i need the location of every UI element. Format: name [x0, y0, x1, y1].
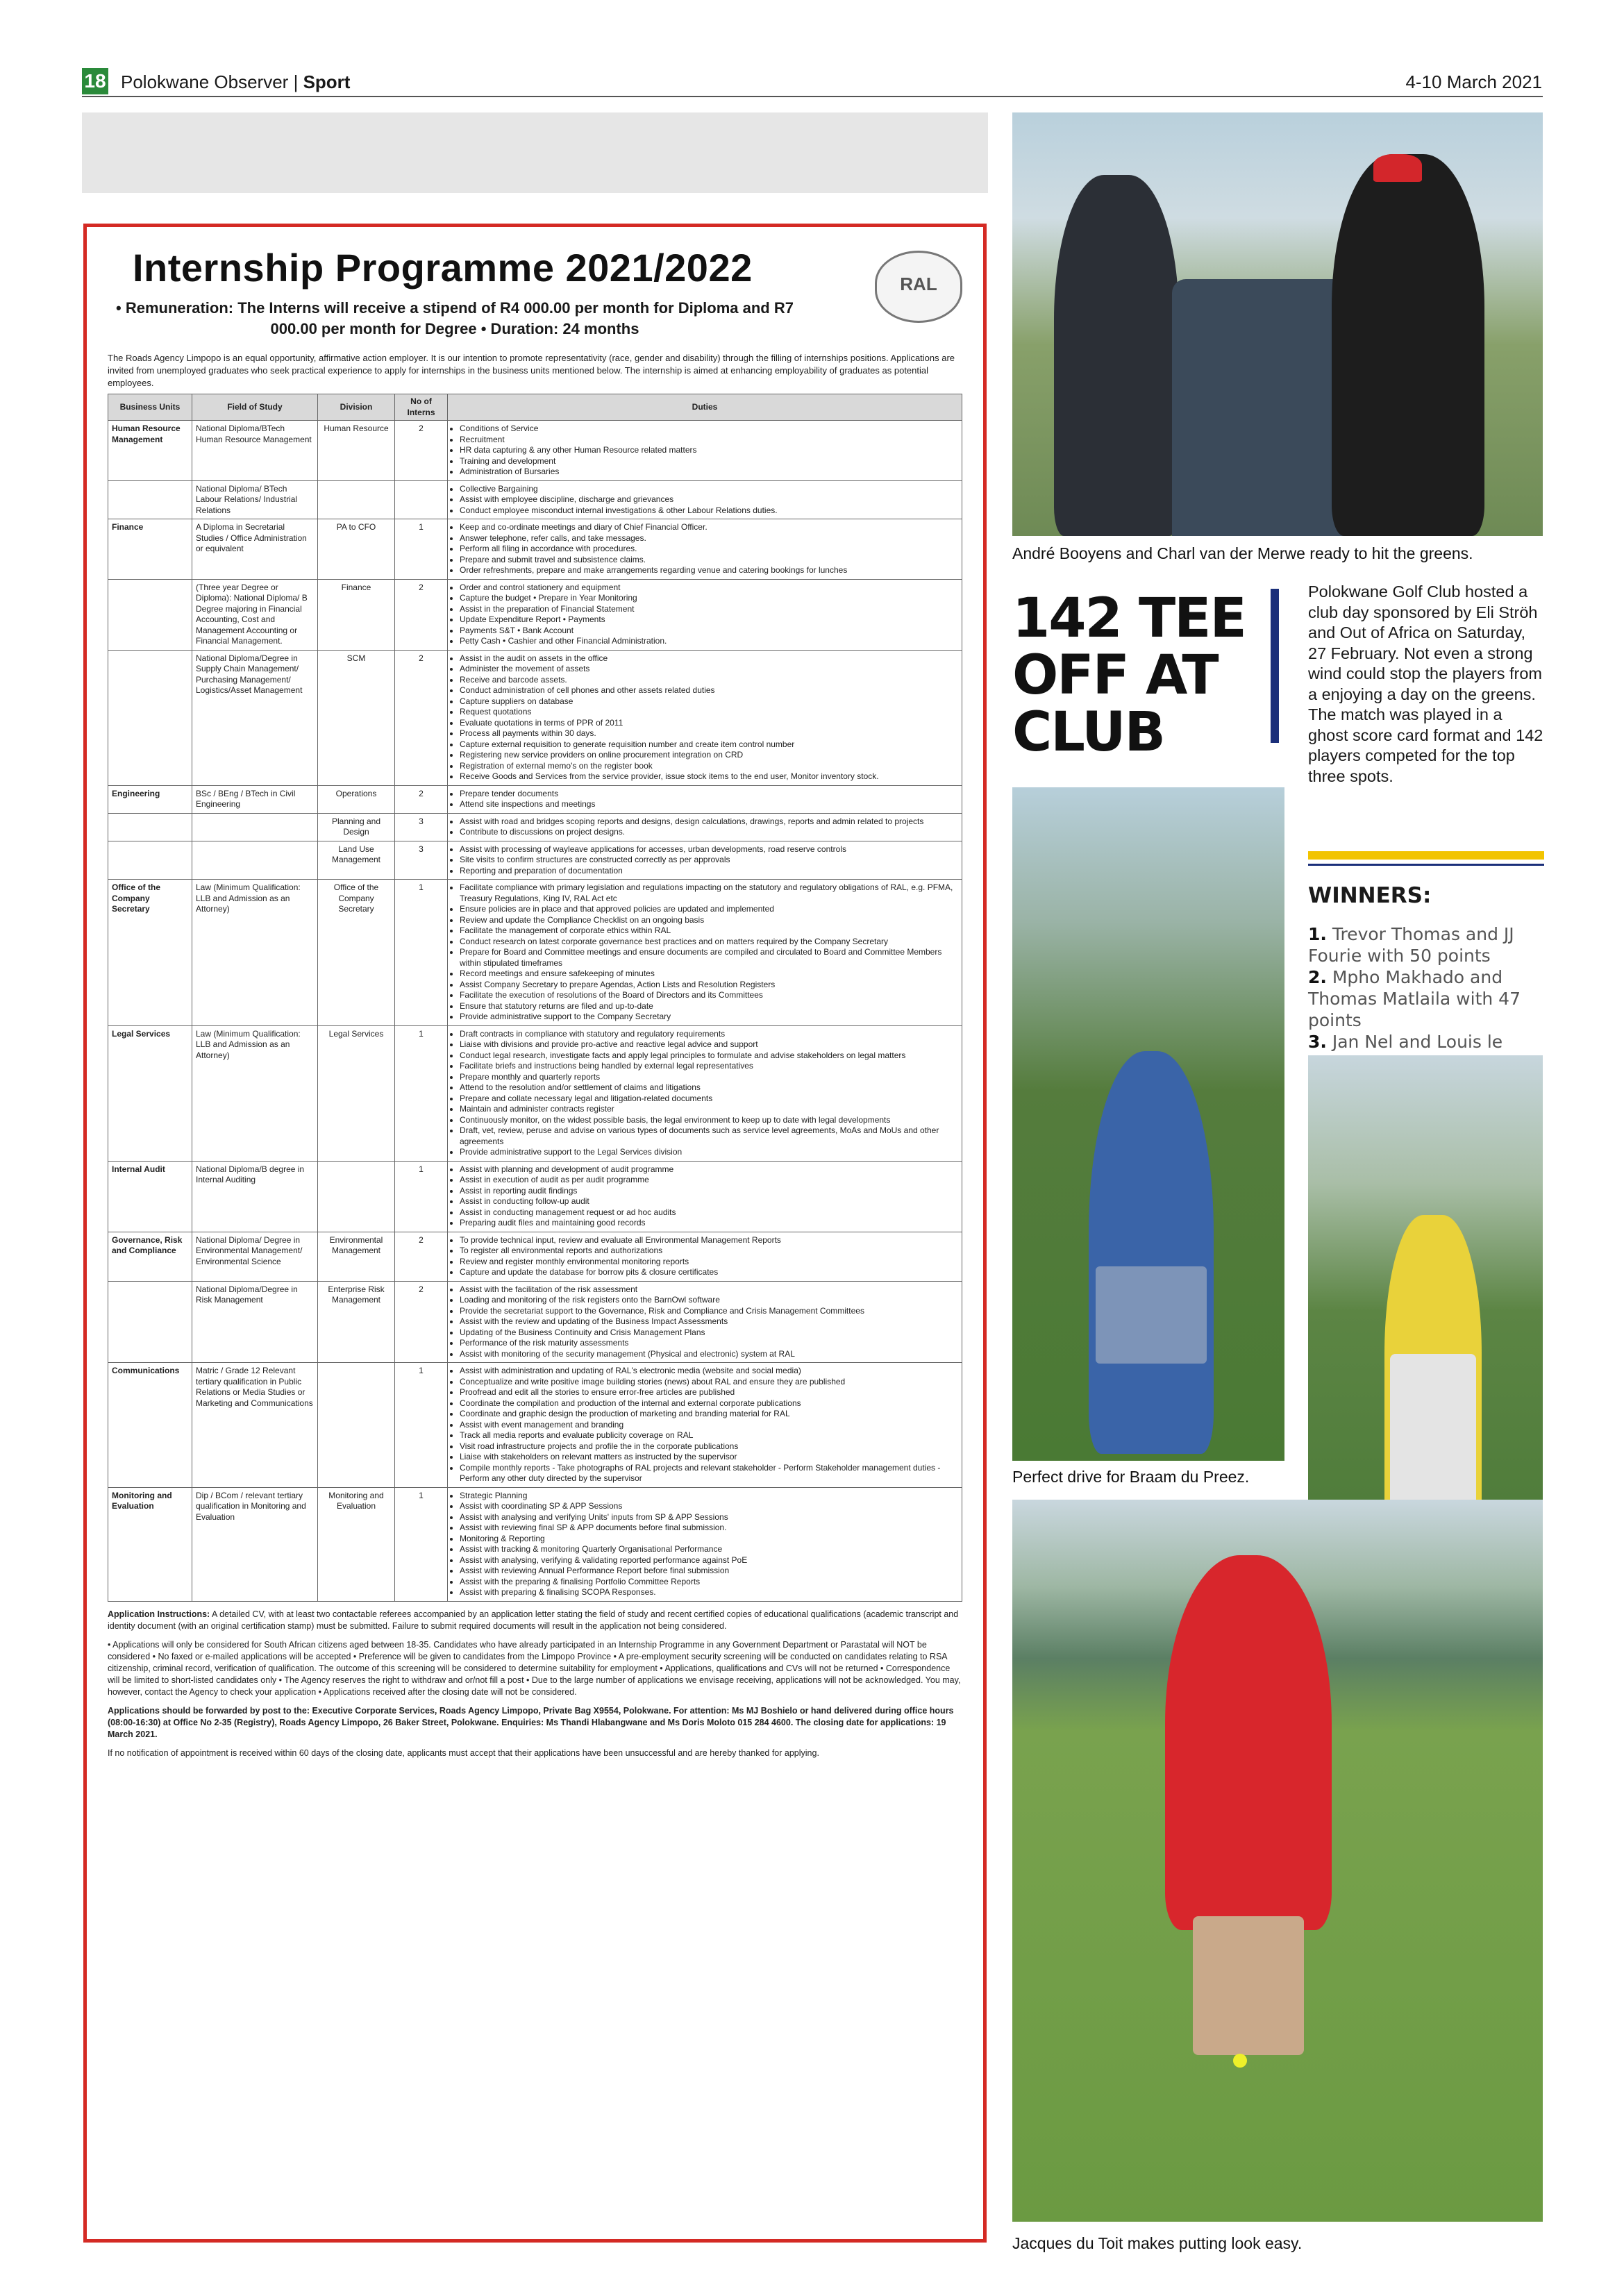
duty-item: • Petty Cash • Cashier and other Financial Administration. — [460, 636, 958, 647]
duty-item: • Prepare for Board and Committee meetings and ensure documents are compiled and circulated to Board and Committee Members within stipulated timeframes — [460, 947, 958, 969]
table-cell-duties — [448, 1363, 962, 1488]
table-cell-interns: 1 — [395, 1487, 448, 1601]
photo-jacques-du-toit — [1012, 1500, 1543, 2222]
duty-item: • Assist with planning and development of audit programme — [460, 1164, 958, 1175]
table-cell-interns: 1 — [395, 1025, 448, 1161]
publication-line — [121, 69, 350, 94]
article-headline — [1012, 587, 1246, 764]
duty-item: • Assist with the preparing & finalising Portfolio Committee Reports — [460, 1577, 958, 1588]
table-cell-division: Operations — [318, 785, 395, 813]
duties-list — [451, 653, 958, 782]
application-forward-wrap — [108, 1705, 962, 1741]
table-cell-field: Law (Minimum Qualification: LLB and Admission as an Attorney) — [192, 1025, 318, 1161]
duty-item: • Collective Bargaining — [460, 484, 958, 495]
application-forward: Applications should be forwarded by post to the: Executive Corporate Services, Roads Agency Limpopo, Private Bag X9554, Polokwane. For attention: Ms MJ Boshielo or hand delivered during office hours (08:00-16:30) at Office No 2-35 (Registry), Roads Agency Limpopo, 26 Baker Street, Polokwane. Enquiries: Ms Thandi Hlabangwane and Ms Doris Moloto 015 284 4600. The closing date for applications: 19 March 2021. — [108, 1705, 954, 1739]
table-cell-duties — [448, 421, 962, 481]
table-cell-division — [318, 1363, 395, 1488]
ral-logo-text: RAL — [900, 274, 937, 294]
table-cell-interns: 1 — [395, 1161, 448, 1232]
table-row — [108, 841, 962, 880]
duty-item: • Answer telephone, refer calls, and take messages. — [460, 533, 958, 544]
table-cell-duties — [448, 880, 962, 1026]
duty-item: • Assist with coordinating SP & APP Sessions — [460, 1501, 958, 1512]
duties-list — [451, 484, 958, 517]
table-row — [108, 650, 962, 785]
duty-item: • Monitoring & Reporting — [460, 1534, 958, 1545]
table-cell-duties — [448, 1487, 962, 1601]
duty-item: • HR data capturing & any other Human Resource related matters — [460, 445, 958, 456]
application-instructions — [108, 1609, 962, 1632]
table-cell-duties — [448, 1232, 962, 1281]
duty-item: • Capture suppliers on database — [460, 696, 958, 707]
table-cell-division: Monitoring and Evaluation — [318, 1487, 395, 1601]
duty-item: • Draft contracts in compliance with statutory and regulatory requirements — [460, 1029, 958, 1040]
table-column-header: Field of Study — [192, 394, 318, 421]
duty-item: • Facilitate briefs and instructions being handled by external legal representatives — [460, 1061, 958, 1072]
application-text: A detailed CV, with at least two contactable referees accompanied by an application letter stating the field of study and recent certified copies of educational qualifications (academic transcript and identity document (with an original certification stamp) must be submitted. Failure to submit required documents will result in the application not being considered. — [108, 1609, 959, 1631]
table-body — [108, 421, 962, 1602]
duty-item: • Continuously monitor, on the widest possible basis, the legal environment to keep up to date with legal developments — [460, 1115, 958, 1126]
table-column-header: Division — [318, 394, 395, 421]
table-cell-field: Law (Minimum Qualification: LLB and Admission as an Attorney) — [192, 880, 318, 1026]
table-row — [108, 579, 962, 650]
article-body: Polokwane Golf Club hosted a club day sponsored by Eli Ströh and Out of Africa on Saturday, 27 February. Not even a strong wind could stop the players from a enjoying a day on the greens. The match was played in a ghost score card format and 142 players competed for the top three spots. — [1308, 583, 1543, 785]
table-header-row — [108, 394, 962, 421]
duty-item: • Record meetings and ensure safekeeping of minutes — [460, 969, 958, 980]
shorts — [1096, 1266, 1207, 1364]
duty-item: • Process all payments within 30 days. — [460, 728, 958, 739]
photo-braam-du-preez — [1012, 787, 1284, 1461]
duty-item: • Update Expenditure Report • Payments — [460, 614, 958, 626]
header-rule — [82, 96, 1543, 97]
table-cell-division — [318, 480, 395, 519]
duty-item: • Liaise with divisions and provide pro-active and reactive legal advice and support — [460, 1039, 958, 1050]
table-cell-interns — [395, 480, 448, 519]
duty-item: • Prepare tender documents — [460, 789, 958, 800]
duty-item: • Assist with the review and updating of the Business Impact Assessments — [460, 1316, 958, 1327]
page-number: 18 — [82, 68, 108, 94]
duty-item: • Recruitment — [460, 435, 958, 446]
table-cell-field: National Diploma/Degree in Risk Management — [192, 1281, 318, 1363]
duty-item: • Assist in the audit on assets in the office — [460, 653, 958, 664]
table-cell-unit: Internal Audit — [108, 1161, 192, 1232]
duty-item: • Payments S&T • Bank Account — [460, 626, 958, 637]
duty-item: • Assist with reviewing final SP & APP documents before final submission. — [460, 1523, 958, 1534]
table-column-header: Duties — [448, 394, 962, 421]
advert-intro: The Roads Agency Limpopo is an equal opportunity, affirmative action employer. It is our intention to promote representativity (race, gender and disability) through the filling of internships positions. Applications are invited from unemployed graduates who seek practical experience to apply for internships in the business units mentioned below. The internship is aimed at enhancing employability of graduates as potential employees. — [108, 353, 955, 388]
duty-item: • Ensure policies are in place and that approved policies are updated and implemented — [460, 904, 958, 915]
table-cell-field: National Diploma/ Degree in Environmental Management/ Environmental Science — [192, 1232, 318, 1281]
duty-item: • Facilitate the management of corporate ethics within RAL — [460, 925, 958, 937]
table-cell-division: Enterprise Risk Management — [318, 1281, 395, 1363]
table-row — [108, 785, 962, 813]
duty-item: • Order and control stationery and equipment — [460, 583, 958, 594]
internship-table — [108, 394, 962, 1602]
table-cell-division: Planning and Design — [318, 813, 395, 841]
duty-item: • Assist with preparing & finalising SCOPA Responses. — [460, 1587, 958, 1598]
winners-accent-bar — [1308, 851, 1544, 860]
duty-item: • Assist with employee discipline, discharge and grievances — [460, 494, 958, 505]
duty-item: • Conduct legal research, investigate facts and apply legal principles to formulate and advise stakeholders on legal matters — [460, 1050, 958, 1062]
issue-date: 4-10 March 2021 — [1405, 72, 1542, 92]
photo-oppies-opperman — [1308, 1055, 1543, 1566]
table-cell-division: SCM — [318, 650, 395, 785]
golfer-figure — [1332, 154, 1484, 536]
table-cell-unit — [108, 579, 192, 650]
winners-list — [1308, 923, 1548, 1074]
duty-item: • Capture and update the database for borrow pits & closure certificates — [460, 1267, 958, 1278]
headline-accent-bar — [1271, 589, 1279, 743]
table-cell-field — [192, 813, 318, 841]
table-cell-field: National Diploma/B degree in Internal Auditing — [192, 1161, 318, 1232]
table-cell-field: Dip / BCom / relevant tertiary qualification in Monitoring and Evaluation — [192, 1487, 318, 1601]
duty-item: • Administration of Bursaries — [460, 467, 958, 478]
table-cell-field — [192, 841, 318, 880]
table-cell-division: Land Use Management — [318, 841, 395, 880]
duty-item: • Assist with analysing, verifying & validating reported performance against PoE — [460, 1555, 958, 1566]
duties-list — [451, 1284, 958, 1360]
duty-item: • Receive Goods and Services from the service provider, issue stock items to the end user, Monitor inventory stock. — [460, 771, 958, 782]
winner-item — [1308, 966, 1548, 1031]
duty-item: • Updating of the Business Continuity and Crisis Management Plans — [460, 1327, 958, 1339]
caption-top-photo: André Booyens and Charl van der Merwe ready to hit the greens. — [1012, 544, 1473, 562]
duty-item: • Prepare and collate necessary legal and litigation-related documents — [460, 1093, 958, 1105]
duty-item: • Visit road infrastructure projects and profile the in the corporate publications — [460, 1441, 958, 1452]
duty-item: • Perform all filing in accordance with procedures. — [460, 544, 958, 555]
duties-list — [451, 1029, 958, 1158]
winner-rank: 1. — [1308, 924, 1327, 944]
table-cell-division — [318, 1161, 395, 1232]
separator: | — [293, 72, 299, 92]
duty-item: • Provide administrative support to the Company Secretary — [460, 1012, 958, 1023]
golfer-figure — [1089, 1051, 1214, 1454]
table-cell-interns: 2 — [395, 650, 448, 785]
table-cell-division: Legal Services — [318, 1025, 395, 1161]
duty-item: • Facilitate the execution of resolutions of the Board of Directors and its Committees — [460, 990, 958, 1001]
duty-item: • Capture external requisition to generate requisition number and create item control number — [460, 739, 958, 751]
golfer-figure — [1054, 175, 1179, 536]
duty-item: • Assist with reviewing Annual Performance Report before final submission — [460, 1566, 958, 1577]
duties-list — [451, 816, 958, 838]
duty-item: • Conduct employee misconduct internal investigations & other Labour Relations duties. — [460, 505, 958, 517]
winner-item — [1308, 923, 1548, 966]
duties-list — [451, 424, 958, 478]
headline-line: OFF AT — [1012, 644, 1218, 707]
duties-list — [451, 583, 958, 647]
table-cell-field: National Diploma/Degree in Supply Chain Management/ Purchasing Management/ Logistics/Asset Management — [192, 650, 318, 785]
duty-item: • Assist in reporting audit findings — [460, 1186, 958, 1197]
duty-item: • Assist with tracking & monitoring Quarterly Organisational Performance — [460, 1544, 958, 1555]
table-cell-unit: Office of the Company Secretary — [108, 880, 192, 1026]
table-cell-unit: Legal Services — [108, 1025, 192, 1161]
golfer-figure — [1165, 1555, 1332, 1930]
duty-item: • Facilitate compliance with primary legislation and regulations impacting on the statutory and regulatory obligations of RAL, e.g. PFMA, Treasury Regulations, King IV, RAL Act etc — [460, 882, 958, 904]
table-row — [108, 480, 962, 519]
table-cell-field: (Three year Degree or Diploma): National Diploma/ B Degree majoring in Financial Accounting, Cost and Management Accounting or Financial Management. — [192, 579, 318, 650]
table-cell-duties — [448, 579, 962, 650]
duty-item: • To provide technical input, review and evaluate all Environmental Management Reports — [460, 1235, 958, 1246]
table-cell-unit — [108, 650, 192, 785]
duty-item: • Draft, vet, review, peruse and advise on various types of documents such as service level agreements, MoAs and MoUs and other agreements — [460, 1125, 958, 1147]
duty-item: • Provide the secretariat support to the Governance, Risk and Compliance and Crisis Management Committees — [460, 1306, 958, 1317]
table-cell-division: Human Resource — [318, 421, 395, 481]
duty-item: • Receive and barcode assets. — [460, 675, 958, 686]
duty-item: • Prepare monthly and quarterly reports — [460, 1072, 958, 1083]
duty-item: • To register all environmental reports and authorizations — [460, 1246, 958, 1257]
duty-item: • Contribute to discussions on project designs. — [460, 827, 958, 838]
winner-text: Mpho Makhado and Thomas Matlaila with 47 points — [1308, 967, 1521, 1030]
table-cell-field: National Diploma/BTech Human Resource Management — [192, 421, 318, 481]
duty-item: • Assist with analysing and verifying Units' inputs from SP & APP Sessions — [460, 1512, 958, 1523]
headline-line: CLUB — [1012, 701, 1164, 764]
duty-item: • Provide administrative support to the Legal Services division — [460, 1147, 958, 1158]
duty-item: • Assist with the facilitation of the risk assessment — [460, 1284, 958, 1296]
duty-item: • Administer the movement of assets — [460, 664, 958, 675]
section-name: Sport — [303, 72, 351, 92]
table-cell-duties — [448, 1161, 962, 1232]
table-cell-duties — [448, 480, 962, 519]
headline-line: 142 TEE — [1012, 587, 1246, 650]
duty-item: • Coordinate the compilation and production of the internal and external corporate publications — [460, 1398, 958, 1409]
duty-item: • Keep and co-ordinate meetings and diary of Chief Financial Officer. — [460, 522, 958, 533]
duty-item: • Loading and monitoring of the risk registers onto the BarnOwl software — [460, 1295, 958, 1306]
table-row — [108, 1025, 962, 1161]
table-row — [108, 1281, 962, 1363]
winner-text: Jan Nel and Louis le — [1332, 1032, 1503, 1052]
duty-item: • Attend to the resolution and/or settlement of claims and litigations — [460, 1082, 958, 1093]
duties-list — [451, 844, 958, 877]
duties-list — [451, 882, 958, 1023]
golf-bags — [1172, 279, 1353, 536]
table-row — [108, 880, 962, 1026]
table-cell-interns: 2 — [395, 1281, 448, 1363]
duty-item: • Proofread and edit all the stories to ensure error-free articles are published — [460, 1387, 958, 1398]
table-column-header: Business Units — [108, 394, 192, 421]
duty-item: • Maintain and administer contracts register — [460, 1104, 958, 1115]
duty-item: • Conduct administration of cell phones and other assets related duties — [460, 685, 958, 696]
duty-item: • Conceptualize and write positive image building stories (news) about RAL and ensure they are published — [460, 1377, 958, 1388]
duty-item: • Evaluate quotations in terms of PPR of 2011 — [460, 718, 958, 729]
table-cell-unit: Communications — [108, 1363, 192, 1488]
table-cell-division: PA to CFO — [318, 519, 395, 580]
table-cell-interns: 2 — [395, 1232, 448, 1281]
duty-item: • Assist in the preparation of Financial Statement — [460, 604, 958, 615]
duty-item: • Assist in conducting follow-up audit — [460, 1196, 958, 1207]
caption-putting-photo: Jacques du Toit makes putting look easy. — [1012, 2234, 1303, 2252]
table-cell-field: A Diploma in Secretarial Studies / Office Administration or equivalent — [192, 519, 318, 580]
winners-heading: WINNERS: — [1308, 883, 1432, 908]
legs — [1193, 1916, 1304, 2055]
table-cell-unit: Monitoring and Evaluation — [108, 1487, 192, 1601]
table-cell-unit: Human Resource Management — [108, 421, 192, 481]
duties-list — [451, 1491, 958, 1598]
caption-drive-photo: Perfect drive for Braam du Preez. — [1012, 1468, 1250, 1486]
photo-booyens-van-der-merwe — [1012, 112, 1543, 536]
table-row — [108, 421, 962, 481]
duty-item: • Strategic Planning — [460, 1491, 958, 1502]
table-cell-duties — [448, 1025, 962, 1161]
winners-accent-rule — [1308, 864, 1544, 866]
table-cell-duties — [448, 1281, 962, 1363]
duty-item: • Assist with processing of wayleave applications for accesses, urban developments, road reserve controls — [460, 844, 958, 855]
duty-item: • Assist Company Secretary to prepare Agendas, Action Lists and Resolution Registers — [460, 980, 958, 991]
table-row — [108, 1232, 962, 1281]
table-cell-field: Matric / Grade 12 Relevant tertiary qualification in Public Relations or Media Studies or Marketing and Communications — [192, 1363, 318, 1488]
table-cell-duties — [448, 650, 962, 785]
duty-item: • Conduct research on latest corporate governance best practices and on matters required by the Company Secretary — [460, 937, 958, 948]
duty-item: • Track all media reports and evaluate publicity coverage on RAL — [460, 1430, 958, 1441]
duty-item: • Order refreshments, prepare and make arrangements regarding venue and catering bookings for lunches — [460, 565, 958, 576]
table-row — [108, 1487, 962, 1601]
duty-item: • Ensure that statutory returns are filed and up-to-date — [460, 1001, 958, 1012]
duty-item: • Performance of the risk maturity assessments — [460, 1338, 958, 1349]
duty-item: • Training and development — [460, 456, 958, 467]
advert-footer: If no notification of appointment is received within 60 days of the closing date, applicants must accept that their applications have been unsuccessful and are hereby thanked for applying. — [108, 1748, 819, 1758]
duty-item: • Assist in conducting management request or ad hoc audits — [460, 1207, 958, 1218]
table-cell-division: Office of the Company Secretary — [318, 880, 395, 1026]
table-cell-interns: 2 — [395, 785, 448, 813]
duty-item: • Registering new service providers on online procurement integration on CRD — [460, 750, 958, 761]
duty-item: • Capture the budget • Prepare in Year Monitoring — [460, 593, 958, 604]
application-heading: Application Instructions: — [108, 1609, 210, 1619]
duty-item: • Assist in execution of audit as per audit programme — [460, 1175, 958, 1186]
duty-item: • Request quotations — [460, 707, 958, 718]
table-cell-division: Finance — [318, 579, 395, 650]
duty-item: • Liaise with stakeholders on relevant matters as instructed by the supervisor — [460, 1452, 958, 1463]
duty-item: • Attend site inspections and meetings — [460, 799, 958, 810]
duty-item: • Registration of external memo's on the register book — [460, 761, 958, 772]
table-cell-interns: 2 — [395, 421, 448, 481]
blank-ad-space — [82, 112, 988, 193]
table-row — [108, 813, 962, 841]
table-cell-unit — [108, 480, 192, 519]
table-row — [108, 1363, 962, 1488]
table-column-header: No of Interns — [395, 394, 448, 421]
table-cell-duties — [448, 519, 962, 580]
duty-item: • Assist with event management and branding — [460, 1420, 958, 1431]
duty-item: • Conditions of Service — [460, 424, 958, 435]
table-cell-interns: 3 — [395, 813, 448, 841]
table-cell-field: BSc / BEng / BTech in Civil Engineering — [192, 785, 318, 813]
duty-item: • Site visits to confirm structures are constructed correctly as per approvals — [460, 855, 958, 866]
table-cell-field: National Diploma/ BTech Labour Relations/ Industrial Relations — [192, 480, 318, 519]
table-cell-duties — [448, 841, 962, 880]
duties-list — [451, 1235, 958, 1278]
duty-item: • Coordinate and graphic design the production of marketing and branding material for RAL — [460, 1409, 958, 1420]
table-cell-division: Environmental Management — [318, 1232, 395, 1281]
cap-red — [1373, 154, 1422, 182]
application-conditions: • Applications will only be considered for South African citizens aged between 18-35. Candidates who have already participated in an Internship Programme in any Government Department or Parastatal will NOT be considered • No faxed or e-mailed applications will be accepted • Preference will be given to candidates from the Limpopo Province • A pre-employment security screening will be conducted on candidates relating to RSA citizenship, criminal record, verification of qualification. The outcome of this screening will be considered to determine suitability for employment • Applications, qualifications and CVs will not be returned • Correspondence will be limited to short-listed candidates only • The Agency reserves the right to withdraw and or/not fill a post • Due to the large number of applications we envisage receiving, applications will not be acknowledged. You may, however, contact the Agency to check your application • Applications received after the closing date will not be considered. — [108, 1639, 961, 1697]
duty-item: • Reporting and preparation of documentation — [460, 866, 958, 877]
duty-item: • Preparing audit files and maintaining good records — [460, 1218, 958, 1229]
advert-title: Internship Programme 2021/2022 — [133, 246, 753, 290]
table-cell-unit: Governance, Risk and Compliance — [108, 1232, 192, 1281]
publication-name: Polokwane Observer — [121, 72, 289, 92]
duty-item: • Assist with monitoring of the security management (Physical and electronic) system at RAL — [460, 1349, 958, 1360]
duty-item: • Prepare and submit travel and subsistence claims. — [460, 555, 958, 566]
winner-text: Trevor Thomas and JJ Fourie with 50 points — [1308, 924, 1514, 966]
golf-ball — [1233, 2054, 1247, 2068]
duty-item: • Review and register monthly environmental monitoring reports — [460, 1257, 958, 1268]
duties-list — [451, 1164, 958, 1229]
duties-list — [451, 522, 958, 576]
internship-advert — [83, 224, 987, 2243]
duties-list — [451, 1366, 958, 1484]
winner-rank: 3. — [1308, 1032, 1327, 1052]
table-row — [108, 519, 962, 580]
remuneration: • Remuneration: The Interns will receive a stipend of R4 000.00 per month for Diploma and R7 000.00 per month for Degree • Duration: 24 months — [116, 299, 794, 337]
winner-rank: 2. — [1308, 967, 1327, 987]
table-cell-unit: Finance — [108, 519, 192, 580]
table-cell-interns: 1 — [395, 880, 448, 1026]
table-cell-duties — [448, 785, 962, 813]
table-cell-interns: 1 — [395, 1363, 448, 1488]
duty-item: • Assist with administration and updating of RAL's electronic media (website and social media) — [460, 1366, 958, 1377]
duties-list — [451, 789, 958, 810]
duty-item: • Compile monthly reports - Take photographs of RAL projects and relevant stakeholder - Perform Stakeholder management duties - Perform any other duty directed by the supervisor — [460, 1463, 958, 1484]
duty-item: • Assist with road and bridges scoping reports and designs, design calculations, drawings, reports and admin related to projects — [460, 816, 958, 828]
duty-item: • Review and update the Compliance Checklist on an ongoing basis — [460, 915, 958, 926]
table-cell-duties — [448, 813, 962, 841]
table-cell-unit: Engineering — [108, 785, 192, 813]
table-cell-interns: 1 — [395, 519, 448, 580]
table-cell-unit — [108, 813, 192, 841]
table-cell-unit — [108, 1281, 192, 1363]
table-cell-interns: 3 — [395, 841, 448, 880]
table-row — [108, 1161, 962, 1232]
table-cell-unit — [108, 841, 192, 880]
table-cell-interns: 2 — [395, 579, 448, 650]
